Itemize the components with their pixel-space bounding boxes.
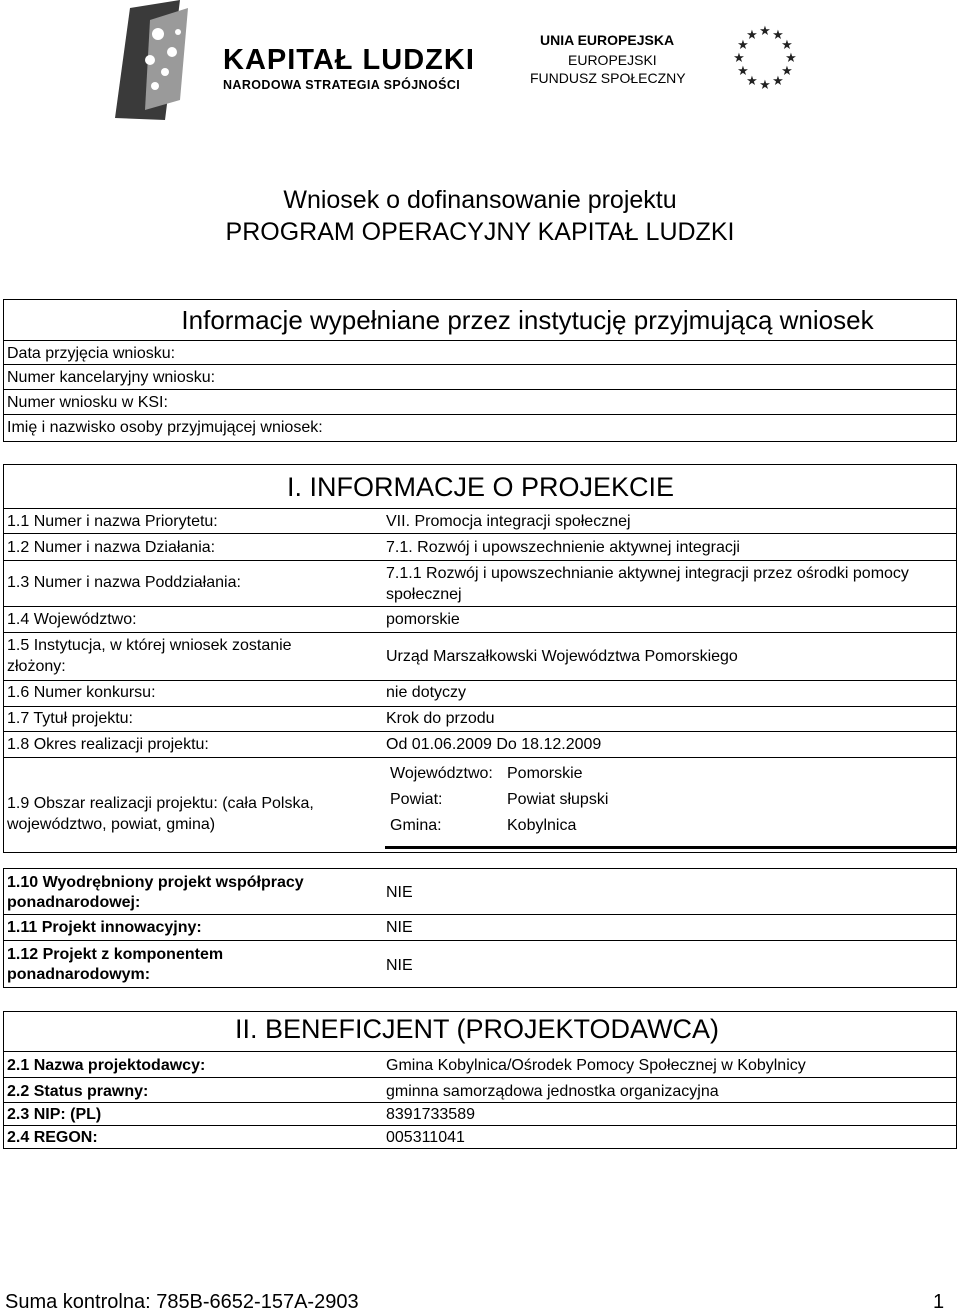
divider — [3, 508, 957, 509]
intake-field-label: Imię i nazwisko osoby przyjmującej wniosek: — [7, 419, 323, 436]
field-label-okres: 1.8 Okres realizacji projektu: — [7, 736, 209, 753]
field-label-obszar: 1.9 Obszar realizacji projektu: (cała Polska, — [7, 795, 314, 812]
field-label-wojewodztwo: 1.4 Województwo: — [7, 611, 137, 628]
field-value-poddzialanie-cont: społecznej — [386, 586, 462, 603]
field-label-ponadnarodowy: 1.10 Wyodrębniony projekt współpracy — [7, 874, 304, 891]
ue-line-2: EUROPEJSKI — [568, 52, 657, 68]
svg-text:★: ★ — [772, 74, 784, 89]
divider — [3, 364, 957, 365]
area-key-powiat: Powiat: — [390, 791, 443, 808]
field-label-innowacyjny: 1.11 Projekt innowacyjny: — [7, 919, 202, 936]
field-label-priorytet: 1.1 Numer i nazwa Priorytetu: — [7, 513, 218, 530]
divider — [3, 1102, 957, 1103]
divider — [3, 1051, 957, 1052]
area-key-wojewodztwo: Województwo: — [390, 765, 493, 782]
divider — [3, 706, 957, 707]
divider — [3, 680, 957, 681]
svg-text:★: ★ — [772, 28, 784, 43]
footer-page-number: 1 — [933, 1291, 945, 1313]
divider — [3, 533, 957, 534]
field-value-komponent: NIE — [386, 957, 413, 974]
eu-flag-stars-icon — [725, 22, 805, 94]
divider — [3, 340, 957, 341]
field-value-innowacyjny: NIE — [386, 919, 413, 936]
document-subtitle: PROGRAM OPERACYJNY KAPITAŁ LUDZKI — [225, 218, 735, 246]
svg-text:★: ★ — [781, 38, 793, 53]
ue-line-3: FUNDUSZ SPOŁECZNY — [530, 70, 686, 86]
divider — [3, 560, 957, 561]
kapital-ludzki-subtitle: NARODOWA STRATEGIA SPÓJNOŚCI — [223, 78, 461, 92]
field-label-instytucja: 1.5 Instytucja, w której wniosek zostanie — [7, 637, 292, 654]
area-value-wojewodztwo: Pomorskie — [507, 765, 583, 782]
intake-field-label: Numer wniosku w KSI: — [7, 394, 168, 411]
field-value-wojewodztwo: pomorskie — [386, 611, 460, 628]
divider — [3, 606, 957, 607]
divider — [3, 389, 957, 390]
area-key-gmina: Gmina: — [390, 817, 442, 834]
field-label-regon: 2.4 REGON: — [7, 1129, 98, 1146]
field-label-obszar-cont: województwo, powiat, gmina) — [7, 816, 216, 833]
area-value-powiat: Powiat słupski — [507, 791, 609, 808]
section-2-heading: II. BENEFICJENT (PROJEKTODAWCA) — [235, 1014, 720, 1044]
kapital-ludzki-emblem-icon — [110, 0, 220, 130]
svg-text:★: ★ — [733, 51, 745, 66]
field-value-instytucja: Urząd Marszałkowski Województwa Pomorskiego — [386, 648, 738, 665]
field-label-komponent: 1.12 Projekt z komponentem — [7, 946, 224, 963]
divider — [3, 731, 957, 732]
field-label-ponadnarodowy-cont: ponadnarodowej: — [7, 894, 141, 911]
field-label-nazwa-projektodawcy: 2.1 Nazwa projektodawcy: — [7, 1057, 206, 1074]
ue-line-1: UNIA EUROPEJSKA — [540, 32, 675, 48]
field-value-priorytet: VII. Promocja integracji społecznej — [386, 513, 631, 530]
divider — [3, 940, 957, 941]
divider-thick — [385, 846, 957, 849]
area-value-gmina: Kobylnica — [507, 817, 577, 834]
field-label-tytul: 1.7 Tytuł projektu: — [7, 710, 133, 727]
divider — [3, 632, 957, 633]
divider — [3, 1077, 957, 1078]
section-1-heading: I. INFORMACJE O PROJEKCIE — [287, 472, 675, 502]
field-value-tytul: Krok do przodu — [386, 710, 495, 727]
field-label-konkurs: 1.6 Numer konkursu: — [7, 684, 156, 701]
field-value-poddzialanie: 7.1.1 Rozwój i upowszechnianie aktywnej integracji przez ośrodki pomocy — [386, 565, 909, 582]
divider — [3, 414, 957, 415]
field-value-okres: Od 01.06.2009 Do 18.12.2009 — [386, 736, 602, 753]
kapital-ludzki-title: KAPITAŁ LUDZKI — [223, 44, 475, 76]
field-value-regon: 005311041 — [386, 1129, 465, 1146]
field-value-konkurs: nie dotyczy — [386, 684, 467, 701]
divider — [3, 757, 957, 758]
divider — [3, 914, 957, 915]
ue-efs-logo — [530, 20, 950, 100]
svg-text:★: ★ — [759, 24, 771, 39]
intake-field-label: Numer kancelaryjny wniosku: — [7, 369, 216, 386]
field-label-komponent-cont: ponadnarodowym: — [7, 966, 151, 983]
intake-heading: Informacje wypełniane przez instytucję przyjmującą wniosek — [181, 305, 874, 335]
field-value-nip: 8391733589 — [386, 1106, 475, 1123]
field-value-dzialanie: 7.1. Rozwój i upowszechnienie aktywnej integracji — [386, 539, 740, 556]
field-label-status-prawny: 2.2 Status prawny: — [7, 1083, 149, 1100]
field-value-ponadnarodowy: NIE — [386, 884, 413, 901]
field-label-dzialanie: 1.2 Numer i nazwa Działania: — [7, 539, 216, 556]
kapital-ludzki-logo — [110, 0, 490, 130]
svg-text:★: ★ — [759, 78, 771, 93]
svg-text:★: ★ — [781, 64, 793, 79]
field-label-instytucja-cont: złożony: — [7, 658, 66, 675]
field-value-nazwa-projektodawcy: Gmina Kobylnica/Ośrodek Pomocy Społecznej w Kobylnicy — [386, 1057, 806, 1074]
svg-text:★: ★ — [746, 28, 758, 43]
svg-text:★: ★ — [746, 74, 758, 89]
svg-text:★: ★ — [785, 51, 797, 66]
svg-text:★: ★ — [737, 64, 749, 79]
field-label-nip: 2.3 NIP: (PL) — [7, 1106, 102, 1123]
intake-field-label: Data przyjęcia wniosku: — [7, 345, 176, 362]
divider — [3, 1125, 957, 1126]
svg-text:★: ★ — [737, 38, 749, 53]
document-title: Wniosek o dofinansowanie projektu — [283, 186, 677, 214]
field-label-poddzialanie: 1.3 Numer i nazwa Poddziałania: — [7, 574, 241, 591]
footer-checksum: Suma kontrolna: 785B-6652-157A-2903 — [5, 1291, 359, 1313]
field-value-status-prawny: gminna samorządowa jednostka organizacyjna — [386, 1083, 719, 1100]
